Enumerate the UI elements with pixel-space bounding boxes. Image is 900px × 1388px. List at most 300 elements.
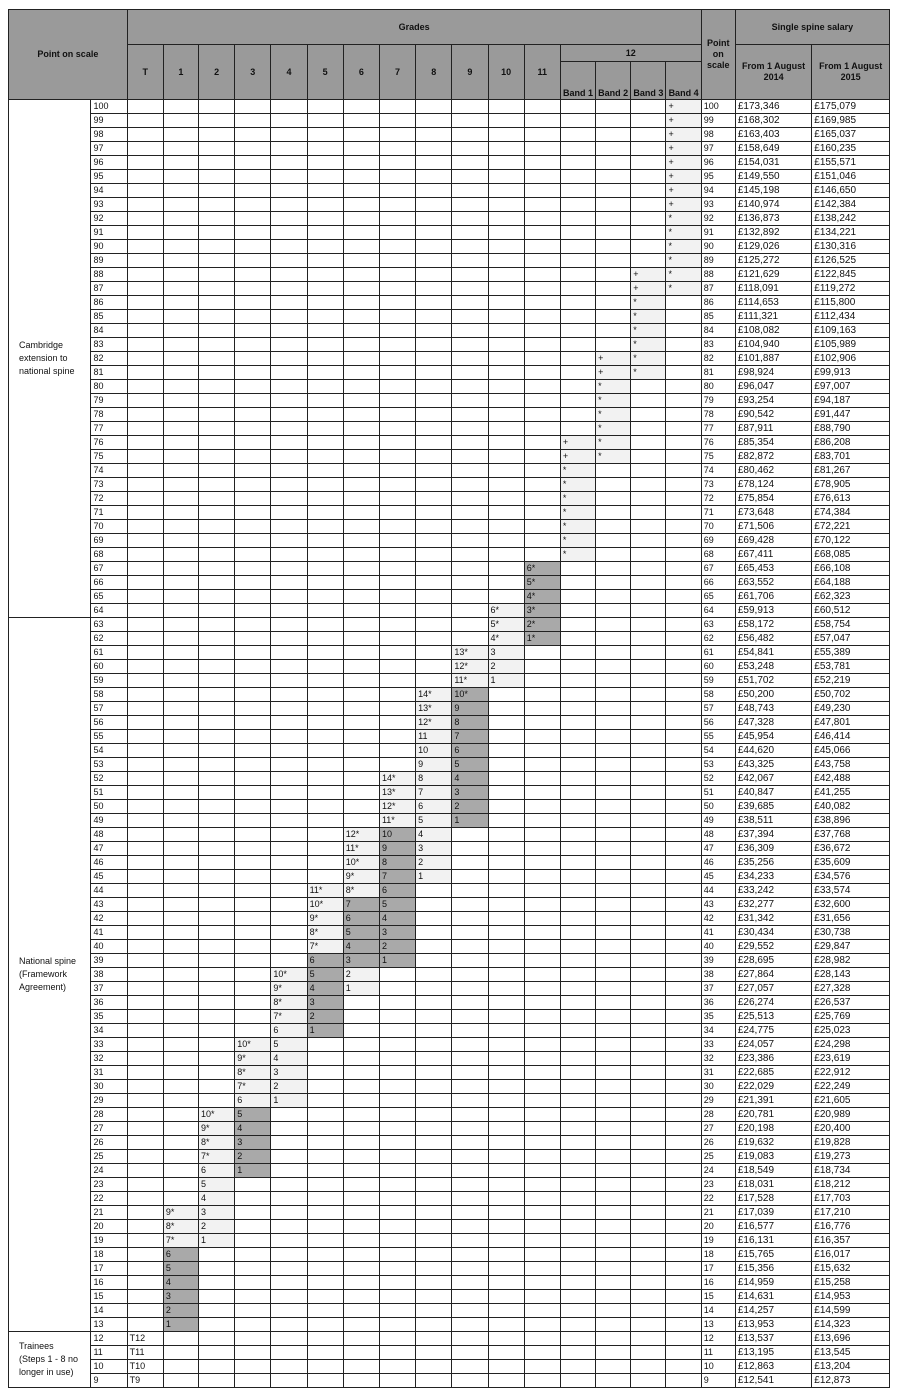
- table-row: [9, 1066, 890, 1080]
- point-cell: 67: [91, 562, 127, 576]
- grade-step-cell: 7*: [163, 1234, 198, 1248]
- grade-step-cell: [488, 254, 524, 268]
- grade-step-cell: [488, 408, 524, 422]
- grade-step-cell: [416, 1332, 452, 1346]
- grade-step-cell: [524, 296, 560, 310]
- grade-step-cell: [199, 492, 235, 506]
- grade-step-cell: [271, 884, 307, 898]
- grade-step-cell: [271, 674, 307, 688]
- grade-step-cell: [163, 1374, 198, 1388]
- salary-cell: £42,067: [735, 772, 811, 786]
- grade-step-cell: [199, 128, 235, 142]
- grade-step-cell: [199, 702, 235, 716]
- point-cell: 32: [91, 1052, 127, 1066]
- grade-step-cell: [307, 1094, 343, 1108]
- grade-step-cell: [343, 1332, 379, 1346]
- grade-step-cell: [560, 1066, 595, 1080]
- grade-step-cell: [666, 618, 701, 632]
- grade-step-cell: [199, 436, 235, 450]
- salary-cell: £64,188: [812, 576, 890, 590]
- grade-step-cell: [631, 198, 666, 212]
- grade-step-cell: [560, 1206, 595, 1220]
- grade-step-cell: [524, 884, 560, 898]
- salary-cell: £58,172: [735, 618, 811, 632]
- grade-step-cell: 4: [163, 1276, 198, 1290]
- grade-step-cell: [235, 1234, 271, 1248]
- grade-step-cell: [416, 590, 452, 604]
- grade-step-cell: [127, 1192, 163, 1206]
- grade-step-cell: 13*: [379, 786, 415, 800]
- grade-step-cell: [127, 1304, 163, 1318]
- grade-step-cell: [379, 422, 415, 436]
- table-row: [9, 184, 890, 198]
- point-cell-right: 60: [701, 660, 735, 674]
- grade-step-cell: [199, 548, 235, 562]
- grade-step-cell: [666, 744, 701, 758]
- grade-step-cell: [199, 996, 235, 1010]
- table-row: [9, 912, 890, 926]
- point-cell-right: 43: [701, 898, 735, 912]
- point-cell-right: 87: [701, 282, 735, 296]
- grade-step-cell: [163, 702, 198, 716]
- point-cell: 77: [91, 422, 127, 436]
- grade-step-cell: [631, 1052, 666, 1066]
- grade-step-cell: [199, 268, 235, 282]
- grade-step-cell: [416, 1136, 452, 1150]
- grade-step-cell: [199, 856, 235, 870]
- grade-step-cell: [416, 1150, 452, 1164]
- grade-step-cell: [666, 1276, 701, 1290]
- grade-step-cell: [199, 884, 235, 898]
- grade-step-cell: [163, 128, 198, 142]
- grade-step-cell: [379, 240, 415, 254]
- grade-step-cell: [379, 1262, 415, 1276]
- group-label: National spine (Framework Agreement): [9, 618, 91, 1332]
- grade-step-cell: [416, 1108, 452, 1122]
- point-cell: 50: [91, 800, 127, 814]
- grade-step-cell: [596, 982, 631, 996]
- salary-cell: £18,212: [812, 1178, 890, 1192]
- point-cell-right: 80: [701, 380, 735, 394]
- grade-step-cell: [666, 1262, 701, 1276]
- point-cell: 70: [91, 520, 127, 534]
- grade-step-cell: [307, 716, 343, 730]
- grade-step-cell: [488, 730, 524, 744]
- grade-step-cell: [560, 982, 595, 996]
- table-row: [9, 842, 890, 856]
- grade-step-cell: [271, 786, 307, 800]
- grade-step-cell: 10*: [452, 688, 488, 702]
- grade-step-cell: [235, 716, 271, 730]
- grade-step-cell: [452, 996, 488, 1010]
- grade-step-cell: [666, 954, 701, 968]
- grade-step-cell: [560, 1290, 595, 1304]
- grade-step-cell: [631, 1332, 666, 1346]
- grade-step-cell: [343, 1066, 379, 1080]
- grade-step-cell: [666, 1066, 701, 1080]
- grade-step-cell: [163, 842, 198, 856]
- grade-step-cell: [631, 142, 666, 156]
- grade-step-cell: [127, 296, 163, 310]
- grade-step-cell: +: [666, 184, 701, 198]
- grade-step-cell: [631, 1318, 666, 1332]
- grade-step-cell: [127, 114, 163, 128]
- grade-step-cell: [307, 870, 343, 884]
- grade-step-cell: [127, 940, 163, 954]
- grade-step-cell: [163, 926, 198, 940]
- grade-step-cell: [452, 912, 488, 926]
- grade-step-cell: 3: [163, 1290, 198, 1304]
- grade-step-cell: [127, 380, 163, 394]
- grade-step-cell: 3: [271, 1066, 307, 1080]
- grade-step-cell: 9*: [199, 1122, 235, 1136]
- salary-cell: £62,323: [812, 590, 890, 604]
- salary-cell: £22,029: [735, 1080, 811, 1094]
- point-cell-right: 90: [701, 240, 735, 254]
- grade-step-cell: [307, 282, 343, 296]
- grade-step-cell: [452, 898, 488, 912]
- grade-step-cell: [379, 506, 415, 520]
- grade-step-cell: [343, 520, 379, 534]
- grade-step-cell: [199, 156, 235, 170]
- grade-step-cell: [596, 1122, 631, 1136]
- grade-step-cell: [488, 534, 524, 548]
- grade-step-cell: [127, 590, 163, 604]
- table-row: [9, 1262, 890, 1276]
- grade-step-cell: [271, 1248, 307, 1262]
- grade-step-cell: [271, 562, 307, 576]
- grade-step-cell: 5: [163, 1262, 198, 1276]
- point-cell-right: 46: [701, 856, 735, 870]
- grade-step-cell: [631, 380, 666, 394]
- grade-step-cell: *: [560, 492, 595, 506]
- salary-cell: £163,403: [735, 128, 811, 142]
- grade-step-cell: [560, 1136, 595, 1150]
- grade-step-cell: [488, 142, 524, 156]
- salary-cell: £27,057: [735, 982, 811, 996]
- grade-step-cell: [127, 408, 163, 422]
- point-cell: 68: [91, 548, 127, 562]
- point-cell: 94: [91, 184, 127, 198]
- grade-step-cell: [127, 464, 163, 478]
- grade-step-cell: [199, 184, 235, 198]
- grade-step-cell: [452, 1052, 488, 1066]
- salary-cell: £96,047: [735, 380, 811, 394]
- table-row: [9, 646, 890, 660]
- grade-step-cell: [235, 212, 271, 226]
- grade-step-cell: 3*: [524, 604, 560, 618]
- grade-step-cell: [199, 310, 235, 324]
- point-cell: 79: [91, 394, 127, 408]
- point-cell-right: 41: [701, 926, 735, 940]
- grade-step-cell: [307, 226, 343, 240]
- grade-step-cell: [271, 534, 307, 548]
- grade-step-cell: [271, 100, 307, 114]
- grade-step-cell: 10: [379, 828, 415, 842]
- grade-step-cell: [666, 366, 701, 380]
- grade-step-cell: [560, 394, 595, 408]
- grade-step-cell: [666, 380, 701, 394]
- grade-step-cell: +: [666, 114, 701, 128]
- grade-step-cell: [452, 1108, 488, 1122]
- grade-step-cell: [524, 506, 560, 520]
- grade-step-cell: 7*: [199, 1150, 235, 1164]
- grade-step-cell: [524, 1262, 560, 1276]
- grade-step-cell: [524, 730, 560, 744]
- grade-step-cell: [666, 1052, 701, 1066]
- grade-step-cell: [416, 450, 452, 464]
- grade-step-cell: [416, 156, 452, 170]
- grade-step-cell: [631, 912, 666, 926]
- salary-cell: £34,233: [735, 870, 811, 884]
- grade-step-cell: [271, 660, 307, 674]
- grade-step-cell: [343, 1122, 379, 1136]
- grade-step-cell: [596, 1038, 631, 1052]
- grade-step-cell: [596, 1108, 631, 1122]
- point-cell: 28: [91, 1108, 127, 1122]
- grade-step-cell: [235, 856, 271, 870]
- salary-cell: £15,356: [735, 1262, 811, 1276]
- grade-step-cell: [596, 688, 631, 702]
- grade-step-cell: [488, 464, 524, 478]
- grade-step-cell: [271, 1290, 307, 1304]
- grade-step-cell: [199, 842, 235, 856]
- grade-step-cell: [235, 660, 271, 674]
- salary-date-header: From 1 August 2014: [735, 45, 811, 100]
- grade-step-cell: [163, 660, 198, 674]
- point-cell: 76: [91, 436, 127, 450]
- grade-step-cell: [199, 828, 235, 842]
- point-cell-right: 19: [701, 1234, 735, 1248]
- point-cell-right: 95: [701, 170, 735, 184]
- grade-step-cell: [235, 198, 271, 212]
- grade-step-cell: [199, 1276, 235, 1290]
- grade-step-cell: [163, 954, 198, 968]
- grade-step-cell: [666, 674, 701, 688]
- grade-step-cell: [596, 814, 631, 828]
- salary-cell: £93,254: [735, 394, 811, 408]
- grade-step-cell: [163, 1094, 198, 1108]
- grade-step-cell: [416, 1122, 452, 1136]
- grade-step-cell: [271, 212, 307, 226]
- grade-step-cell: [235, 842, 271, 856]
- grade-step-cell: [343, 366, 379, 380]
- grade-step-cell: [488, 170, 524, 184]
- grade-step-cell: [524, 282, 560, 296]
- grade-step-cell: [416, 394, 452, 408]
- grade-step-cell: [163, 730, 198, 744]
- grade-step-cell: [343, 702, 379, 716]
- grade-step-cell: [560, 212, 595, 226]
- grade-step-cell: [199, 296, 235, 310]
- grade-step-cell: [416, 618, 452, 632]
- salary-cell: £140,974: [735, 198, 811, 212]
- grade-step-cell: [452, 1164, 488, 1178]
- grade-step-cell: 5*: [488, 618, 524, 632]
- grade-step-cell: [666, 1192, 701, 1206]
- table-row: [9, 1122, 890, 1136]
- grade-step-cell: [199, 1094, 235, 1108]
- grade-step-cell: [343, 1206, 379, 1220]
- grade-step-cell: [596, 786, 631, 800]
- grade-step-cell: [235, 954, 271, 968]
- grade-step-cell: [524, 660, 560, 674]
- grade-step-cell: [631, 926, 666, 940]
- grade-step-cell: [127, 450, 163, 464]
- salary-cell: £40,082: [812, 800, 890, 814]
- grade-step-cell: [666, 870, 701, 884]
- point-cell-right: 70: [701, 520, 735, 534]
- table-row: [9, 786, 890, 800]
- grade-step-cell: [379, 1248, 415, 1262]
- salary-cell: £30,738: [812, 926, 890, 940]
- grade-step-cell: +: [560, 436, 595, 450]
- salary-cell: £47,801: [812, 716, 890, 730]
- grade-step-cell: [199, 1290, 235, 1304]
- grade-step-cell: [271, 268, 307, 282]
- grade-step-cell: 2: [416, 856, 452, 870]
- grade-step-cell: [307, 1360, 343, 1374]
- salary-cell: £102,906: [812, 352, 890, 366]
- grade-step-cell: [416, 1248, 452, 1262]
- grade-step-cell: [452, 1234, 488, 1248]
- grade-step-cell: [199, 590, 235, 604]
- salary-cell: £85,354: [735, 436, 811, 450]
- grade-step-cell: [488, 268, 524, 282]
- grade-step-cell: [307, 1122, 343, 1136]
- grade-step-cell: [631, 1206, 666, 1220]
- table-row: [9, 1304, 890, 1318]
- grade-step-cell: 1: [488, 674, 524, 688]
- grade-step-cell: [666, 562, 701, 576]
- grade-step-cell: [631, 1262, 666, 1276]
- point-cell: 40: [91, 940, 127, 954]
- grade-step-cell: [235, 1220, 271, 1234]
- group-label: Cambridge extension to national spine: [9, 100, 91, 618]
- grade-step-cell: [271, 170, 307, 184]
- salary-cell: £104,940: [735, 338, 811, 352]
- grade-step-cell: 8: [416, 772, 452, 786]
- grade-step-cell: [271, 1262, 307, 1276]
- grade-step-cell: [199, 1332, 235, 1346]
- band-header: Band 1: [560, 62, 595, 100]
- salary-scale-sheet: [8, 9, 890, 1386]
- grade-step-cell: [235, 338, 271, 352]
- point-on-scale-header: Point on scale: [9, 10, 128, 100]
- salary-cell: £81,267: [812, 464, 890, 478]
- grade-step-cell: [307, 464, 343, 478]
- grade-step-cell: [666, 1290, 701, 1304]
- grade-step-cell: [666, 1024, 701, 1038]
- grade-step-cell: [488, 324, 524, 338]
- grade-step-cell: [163, 800, 198, 814]
- point-cell-right: 93: [701, 198, 735, 212]
- grade-step-cell: [524, 1178, 560, 1192]
- grade-step-cell: [596, 170, 631, 184]
- grade-step-cell: [452, 926, 488, 940]
- table-row: [9, 142, 890, 156]
- grade-step-cell: [379, 590, 415, 604]
- grade-step-cell: [524, 898, 560, 912]
- grade-step-cell: [163, 772, 198, 786]
- grade-step-cell: [452, 1262, 488, 1276]
- point-cell-right: 54: [701, 744, 735, 758]
- grade-step-cell: [631, 170, 666, 184]
- salary-cell: £27,328: [812, 982, 890, 996]
- grade-step-cell: [596, 898, 631, 912]
- grade-step-cell: [163, 1346, 198, 1360]
- salary-cell: £136,873: [735, 212, 811, 226]
- grade-step-cell: [199, 422, 235, 436]
- point-cell: 92: [91, 212, 127, 226]
- grade-step-cell: [235, 800, 271, 814]
- grade-step-cell: [235, 436, 271, 450]
- grade-step-cell: [631, 828, 666, 842]
- point-cell: 53: [91, 758, 127, 772]
- grade-step-cell: [307, 114, 343, 128]
- grade-step-cell: [416, 170, 452, 184]
- table-row: [9, 464, 890, 478]
- salary-cell: £22,912: [812, 1066, 890, 1080]
- table-row: [9, 1360, 890, 1374]
- grade-step-cell: [488, 688, 524, 702]
- grade-step-cell: [524, 100, 560, 114]
- grade-step-cell: [379, 534, 415, 548]
- grade-step-cell: [524, 1346, 560, 1360]
- salary-cell: £72,221: [812, 520, 890, 534]
- grade-step-cell: [235, 1360, 271, 1374]
- table-row: [9, 352, 890, 366]
- grade-step-cell: [199, 870, 235, 884]
- point-cell-right: 39: [701, 954, 735, 968]
- grade-step-cell: [666, 1318, 701, 1332]
- grade-step-cell: [163, 828, 198, 842]
- grade-step-cell: [163, 296, 198, 310]
- grade-step-cell: [524, 1024, 560, 1038]
- grade-step-cell: [379, 324, 415, 338]
- grade-step-cell: [199, 786, 235, 800]
- grade-step-cell: [235, 1178, 271, 1192]
- grade-step-cell: 9*: [163, 1206, 198, 1220]
- grade-step-cell: [488, 1178, 524, 1192]
- grade-step-cell: [488, 548, 524, 562]
- grade-step-cell: [163, 366, 198, 380]
- grade-step-cell: [631, 548, 666, 562]
- grade-step-cell: [416, 940, 452, 954]
- salary-cell: £142,384: [812, 198, 890, 212]
- salary-cell: £13,953: [735, 1318, 811, 1332]
- grade-step-cell: [452, 156, 488, 170]
- grade-step-cell: [416, 310, 452, 324]
- grade-step-cell: [199, 352, 235, 366]
- grade-step-cell: [163, 940, 198, 954]
- grade-step-cell: [488, 338, 524, 352]
- grade-step-cell: [235, 758, 271, 772]
- point-cell-right: 66: [701, 576, 735, 590]
- grade-step-cell: [416, 1164, 452, 1178]
- grade-step-cell: 3: [199, 1206, 235, 1220]
- grade-step-cell: [163, 492, 198, 506]
- grade-step-cell: [560, 730, 595, 744]
- grade-step-cell: [452, 1080, 488, 1094]
- grade-step-cell: [488, 884, 524, 898]
- grade-step-cell: [343, 758, 379, 772]
- grade-step-cell: [271, 744, 307, 758]
- grade-step-cell: [560, 100, 595, 114]
- grade-step-cell: [596, 1318, 631, 1332]
- grade-step-cell: [379, 1122, 415, 1136]
- grade-step-cell: [560, 772, 595, 786]
